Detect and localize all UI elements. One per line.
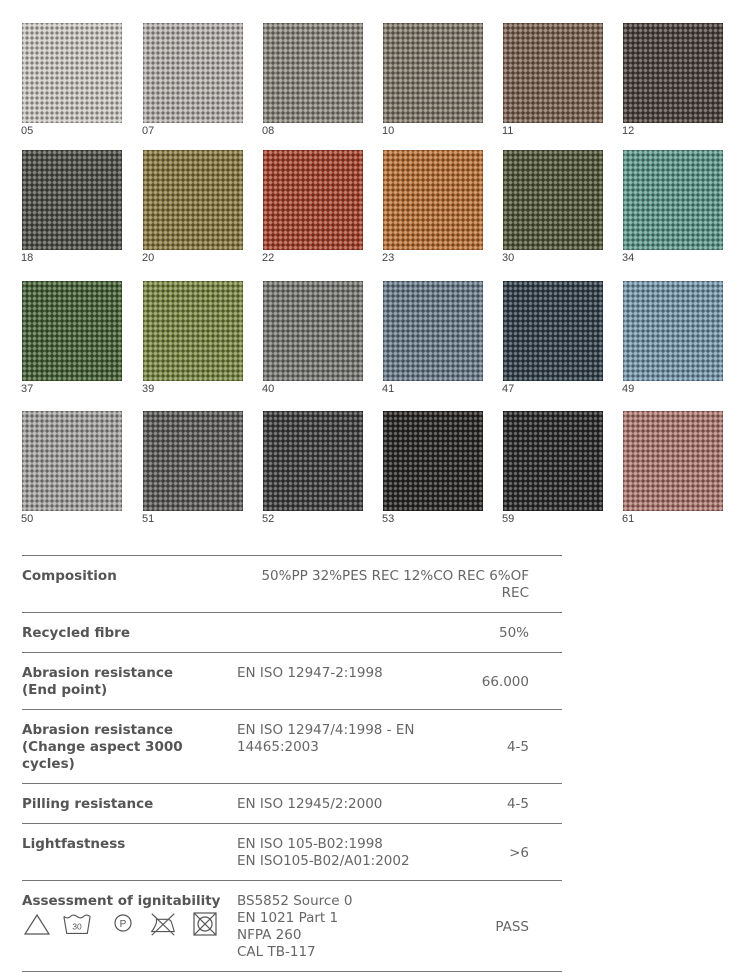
dry-clean-letter: P <box>119 919 127 930</box>
spec-label <box>22 824 237 881</box>
spec-table <box>22 555 562 972</box>
spec-standard-line: EN 1021 Part 1 <box>237 910 339 926</box>
spec-label-subline: (Change aspect 3000 cycles) <box>22 739 183 772</box>
fabric-swatch-20 <box>143 150 243 250</box>
spec-standard <box>237 653 447 710</box>
spec-standard-line: EN ISO 12945/2:2000 <box>237 796 383 812</box>
fabric-swatch-05 <box>22 23 122 123</box>
spec-standard-line: CAL TB-117 <box>237 944 316 960</box>
spec-label-line: Assessment of ignitability <box>22 893 221 909</box>
spec-row <box>22 824 562 881</box>
fabric-swatch-51 <box>143 411 243 511</box>
fabric-swatch-34 <box>623 150 723 250</box>
swatch-code-label: 22 <box>262 252 275 264</box>
spec-value: 4-5 <box>447 784 562 824</box>
bleach-triangle-icon <box>22 910 52 938</box>
no-iron-icon <box>148 910 178 938</box>
swatch-code-label: 59 <box>502 513 515 525</box>
spec-standard-line: EN ISO 12947-2:1998 <box>237 665 383 681</box>
no-tumble-dry-icon <box>190 910 220 938</box>
swatch-code-label: 50 <box>21 513 34 525</box>
spec-standard-line: EN ISO105-B02/A01:2002 <box>237 853 410 869</box>
spec-standard <box>237 613 447 653</box>
spec-value: PASS <box>447 881 562 972</box>
spec-label-line: Abrasion resistance <box>22 722 173 738</box>
fabric-swatch-11 <box>503 23 603 123</box>
swatch-code-label: 51 <box>142 513 155 525</box>
spec-standard <box>237 824 447 881</box>
dry-clean-p-icon <box>108 910 138 938</box>
swatch-code-label: 53 <box>382 513 395 525</box>
spec-label-line: Pilling resistance <box>22 796 154 812</box>
spec-value: 50% <box>447 613 562 653</box>
fabric-swatch-59 <box>503 411 603 511</box>
swatch-code-label: 52 <box>262 513 275 525</box>
swatch-code-label: 34 <box>622 252 635 264</box>
spec-label <box>22 556 237 613</box>
spec-row <box>22 613 562 653</box>
swatch-code-label: 18 <box>21 252 34 264</box>
fabric-swatch-53 <box>383 411 483 511</box>
spec-standard-line: EN ISO 12947/4:1998 - EN <box>237 722 415 738</box>
spec-standard-line: EN ISO 105-B02:1998 <box>237 836 383 852</box>
fabric-swatch-50 <box>22 411 122 511</box>
spec-standard <box>237 881 447 972</box>
swatch-code-label: 10 <box>382 125 395 137</box>
spec-row <box>22 653 562 710</box>
swatch-code-label: 40 <box>262 383 275 395</box>
fabric-swatch-10 <box>383 23 483 123</box>
spec-label <box>22 613 237 653</box>
fabric-swatch-49 <box>623 281 723 381</box>
spec-standard <box>237 710 447 784</box>
fabric-swatch-39 <box>143 281 243 381</box>
spec-row <box>22 710 562 784</box>
spec-row <box>22 784 562 824</box>
spec-standard <box>237 784 447 824</box>
swatch-code-label: 41 <box>382 383 395 395</box>
swatch-code-label: 08 <box>262 125 275 137</box>
spec-standard-line: 14465:2003 <box>237 739 319 755</box>
swatch-code-label: 37 <box>21 383 34 395</box>
spec-value: 66.000 <box>447 653 562 710</box>
swatch-code-label: 39 <box>142 383 155 395</box>
fabric-swatch-22 <box>263 150 363 250</box>
fabric-swatch-52 <box>263 411 363 511</box>
spec-label-line: Abrasion resistance <box>22 665 173 681</box>
fabric-swatch-37 <box>22 281 122 381</box>
spec-label-line: Recycled fibre <box>22 625 130 641</box>
spec-value: 4-5 <box>447 710 562 784</box>
spec-label-line: Lightfastness <box>22 836 126 852</box>
spec-row <box>22 556 562 613</box>
swatch-code-label: 07 <box>142 125 155 137</box>
spec-value: >6 <box>447 824 562 881</box>
swatch-code-label: 47 <box>502 383 515 395</box>
swatch-code-label: 05 <box>21 125 34 137</box>
spec-label-line: Composition <box>22 568 117 584</box>
spec-standard-line: BS5852 Source 0 <box>237 893 353 909</box>
fabric-swatch-08 <box>263 23 363 123</box>
wash-temp-text: 30 <box>72 921 82 932</box>
swatch-code-label: 20 <box>142 252 155 264</box>
spec-label <box>22 653 237 710</box>
wash-30-icon <box>62 910 92 938</box>
spec-value: 50%PP 32%PES REC 12%CO REC 6%OF REC <box>237 556 562 613</box>
fabric-swatch-12 <box>623 23 723 123</box>
fabric-swatch-40 <box>263 281 363 381</box>
fabric-swatch-07 <box>143 23 243 123</box>
fabric-swatch-18 <box>22 150 122 250</box>
fabric-swatch-30 <box>503 150 603 250</box>
swatch-code-label: 11 <box>502 125 514 137</box>
fabric-swatch-23 <box>383 150 483 250</box>
swatch-code-label: 49 <box>622 383 635 395</box>
swatch-code-label: 23 <box>382 252 395 264</box>
fabric-swatch-41 <box>383 281 483 381</box>
swatch-code-label: 12 <box>622 125 635 137</box>
spec-standard-line: NFPA 260 <box>237 927 302 943</box>
spec-label <box>22 710 237 784</box>
spec-row <box>22 881 562 972</box>
fabric-swatch-47 <box>503 281 603 381</box>
swatch-code-label: 61 <box>622 513 635 525</box>
swatch-code-label: 30 <box>502 252 515 264</box>
spec-label-subline: (End point) <box>22 682 108 698</box>
fabric-swatch-61 <box>623 411 723 511</box>
spec-label <box>22 784 237 824</box>
